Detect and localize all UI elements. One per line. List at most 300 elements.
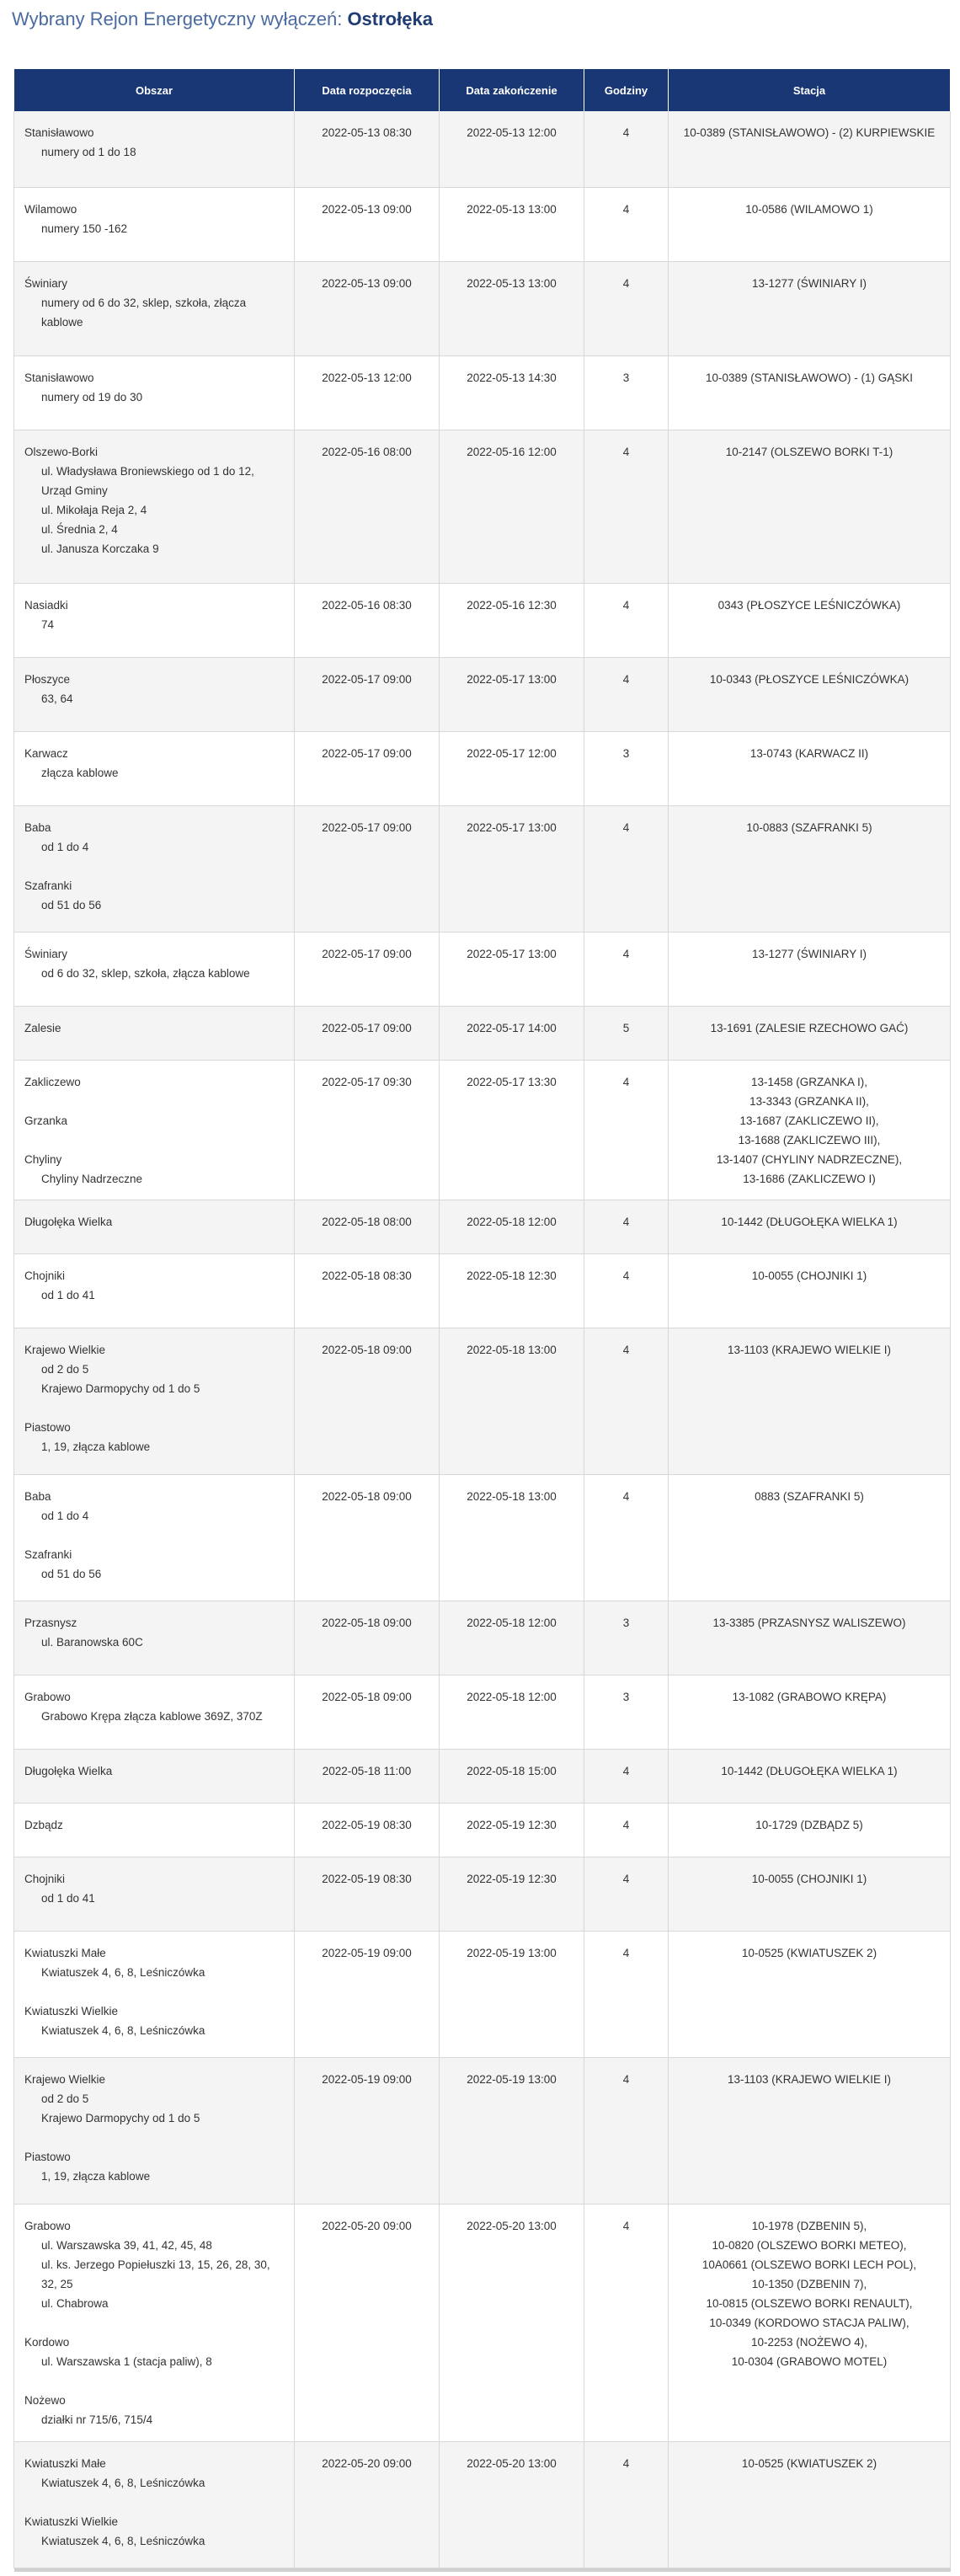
cell-station bbox=[669, 1253, 951, 1328]
cell-area bbox=[14, 1601, 295, 1675]
cell-area bbox=[14, 111, 295, 187]
table-row bbox=[14, 187, 951, 261]
area-name: Szafranki bbox=[24, 1547, 72, 1561]
station-name: 13-1277 (ŚWINIARY I) bbox=[751, 276, 867, 290]
area-name: Karwacz bbox=[24, 746, 68, 760]
area-detail: ul. Baranowska 60C bbox=[41, 1635, 143, 1649]
area-group bbox=[24, 2216, 284, 2313]
cell-end-date: 2022-05-18 13:00 bbox=[440, 1474, 584, 1601]
area-name: Piastowo bbox=[24, 1420, 71, 1434]
cell-start-date: 2022-05-17 09:00 bbox=[295, 932, 440, 1006]
station-name: 13-1082 (GRABOWO KRĘPA) bbox=[732, 1690, 887, 1703]
area-name: Kwiatuszki Wielkie bbox=[24, 2515, 119, 2528]
station-name: 13-1691 (ZALESIE RZECHOWO GAĆ) bbox=[710, 1021, 909, 1034]
cell-hours: 3 bbox=[584, 355, 669, 430]
cell-area bbox=[14, 1749, 295, 1803]
area-group bbox=[24, 2454, 284, 2493]
cell-hours: 4 bbox=[584, 583, 669, 657]
cell-area bbox=[14, 430, 295, 583]
area-detail: ul. Chabrowa bbox=[41, 2296, 109, 2310]
cell-station bbox=[669, 1474, 951, 1601]
cell-hours: 4 bbox=[584, 1060, 669, 1200]
station-name: 10-0389 (STANISŁAWOWO) - (1) GĄSKI bbox=[705, 371, 914, 384]
station-name: 10-0815 (OLSZEWO BORKI RENAULT), bbox=[706, 2296, 913, 2310]
area-detail: ul. ks. Jerzego Popiełuszki 13, 15, 26, 28, 30, 32, 25 bbox=[41, 2258, 270, 2290]
cell-start-date: 2022-05-17 09:30 bbox=[295, 1060, 440, 1200]
area-detail: numery od 1 do 18 bbox=[41, 146, 136, 158]
area-name: Płoszyce bbox=[24, 672, 71, 686]
column-header-end[interactable]: Data zakończenie bbox=[440, 69, 584, 111]
cell-hours: 4 bbox=[584, 1253, 669, 1328]
station-name: 0883 (SZAFRANKI 5) bbox=[755, 1489, 864, 1503]
area-group bbox=[24, 744, 284, 783]
cell-end-date: 2022-05-19 12:30 bbox=[440, 1803, 584, 1857]
station-name: 10-1978 (DZBENIN 5), bbox=[751, 2219, 867, 2232]
cell-end-date: 2022-05-19 13:00 bbox=[440, 1931, 584, 2057]
table-row bbox=[14, 1749, 951, 1803]
cell-station bbox=[669, 1006, 951, 1060]
cell-area bbox=[14, 932, 295, 1006]
station-name: 13-1277 (ŚWINIARY I) bbox=[751, 947, 867, 960]
cell-area bbox=[14, 731, 295, 805]
area-detail: numery od 19 do 30 bbox=[41, 390, 143, 404]
cell-station bbox=[669, 111, 951, 187]
area-name: Krajewo Wielkie bbox=[24, 2072, 106, 2086]
cell-area bbox=[14, 1006, 295, 1060]
area-name: Chyliny bbox=[24, 1152, 62, 1166]
cell-station bbox=[669, 261, 951, 355]
station-name: 10-0883 (SZAFRANKI 5) bbox=[746, 820, 872, 834]
table-row bbox=[14, 1253, 951, 1328]
cell-hours: 4 bbox=[584, 1857, 669, 1931]
cell-end-date: 2022-05-19 13:00 bbox=[440, 2057, 584, 2204]
area-detail: 1, 19, złącza kablowe bbox=[41, 1440, 151, 1453]
area-group bbox=[24, 1266, 284, 1305]
area-group bbox=[24, 2001, 284, 2040]
cell-end-date: 2022-05-17 12:00 bbox=[440, 731, 584, 805]
area-detail: Kwiatuszek 4, 6, 8, Leśniczówka bbox=[41, 2476, 205, 2489]
cell-hours: 4 bbox=[584, 932, 669, 1006]
cell-start-date: 2022-05-13 09:00 bbox=[295, 261, 440, 355]
cell-station bbox=[669, 355, 951, 430]
cell-hours: 4 bbox=[584, 1200, 669, 1253]
station-name: 10-0349 (KORDOWO STACJA PALIW), bbox=[709, 2316, 909, 2329]
cell-end-date: 2022-05-13 13:00 bbox=[440, 261, 584, 355]
area-detail: od 1 do 41 bbox=[41, 1891, 95, 1905]
area-group bbox=[24, 442, 284, 558]
area-name: Świniary bbox=[24, 947, 68, 960]
cell-station bbox=[669, 932, 951, 1006]
table-header bbox=[14, 69, 951, 111]
area-detail: ul. Janusza Korczaka 9 bbox=[41, 542, 159, 555]
station-name: 13-3343 (GRZANKA II), bbox=[749, 1094, 869, 1108]
cell-end-date: 2022-05-17 14:00 bbox=[440, 1006, 584, 1060]
table-row bbox=[14, 1675, 951, 1749]
area-detail: 63, 64 bbox=[41, 692, 73, 705]
area-group bbox=[24, 670, 284, 708]
cell-hours: 4 bbox=[584, 1474, 669, 1601]
station-name: 0343 (PŁOSZYCE LEŚNICZÓWKA) bbox=[717, 598, 901, 612]
area-detail: od 1 do 4 bbox=[41, 1509, 89, 1522]
cell-end-date: 2022-05-17 13:30 bbox=[440, 1060, 584, 1200]
area-name: Przasnysz bbox=[24, 1616, 77, 1629]
cell-area bbox=[14, 2204, 295, 2441]
area-group bbox=[24, 200, 284, 238]
area-group bbox=[24, 876, 284, 915]
cell-area bbox=[14, 2057, 295, 2204]
cell-station bbox=[669, 430, 951, 583]
cell-start-date: 2022-05-16 08:30 bbox=[295, 583, 440, 657]
table-row bbox=[14, 1328, 951, 1474]
area-group bbox=[24, 368, 284, 407]
station-name: 10-0304 (GRABOWO MOTEL) bbox=[731, 2354, 888, 2368]
area-group bbox=[24, 1212, 284, 1232]
cell-end-date: 2022-05-18 15:00 bbox=[440, 1749, 584, 1803]
area-name: Baba bbox=[24, 820, 51, 834]
area-detail: od 51 do 56 bbox=[41, 1567, 102, 1580]
area-name: Stanisławowo bbox=[24, 126, 94, 139]
table-row bbox=[14, 583, 951, 657]
station-name: 13-3385 (PRZASNYSZ WALISZEWO) bbox=[712, 1616, 906, 1629]
cell-area bbox=[14, 1200, 295, 1253]
table-row bbox=[14, 932, 951, 1006]
cell-end-date: 2022-05-13 13:00 bbox=[440, 187, 584, 261]
cell-start-date: 2022-05-16 08:00 bbox=[295, 430, 440, 583]
area-name: Długołęka Wielka bbox=[24, 1764, 113, 1777]
cell-end-date: 2022-05-18 12:00 bbox=[440, 1601, 584, 1675]
cell-start-date: 2022-05-18 09:00 bbox=[295, 1675, 440, 1749]
cell-end-date: 2022-05-20 13:00 bbox=[440, 2441, 584, 2568]
cell-start-date: 2022-05-17 09:00 bbox=[295, 1006, 440, 1060]
cell-area bbox=[14, 2441, 295, 2568]
area-group bbox=[24, 1072, 284, 1092]
station-name: 13-1103 (KRAJEWO WIELKIE I) bbox=[727, 1343, 892, 1356]
area-name: Stanisławowo bbox=[24, 371, 94, 384]
page-title-prefix: Wybrany Rejon Energetyczny wyłączeń: bbox=[12, 8, 343, 29]
station-name: 13-1407 (CHYLINY NADRZECZNE), bbox=[716, 1152, 903, 1166]
area-detail: Kwiatuszek 4, 6, 8, Leśniczówka bbox=[41, 2023, 205, 2037]
station-name: 10-1350 (DZBENIN 7), bbox=[751, 2277, 867, 2290]
cell-area bbox=[14, 1931, 295, 2057]
station-name: 13-1458 (GRZANKA I), bbox=[750, 1075, 868, 1088]
area-detail: ul. Warszawska 39, 41, 42, 45, 48 bbox=[41, 2238, 212, 2252]
area-detail: ul. Warszawska 1 (stacja paliw), 8 bbox=[41, 2354, 212, 2368]
cell-start-date: 2022-05-18 08:30 bbox=[295, 1253, 440, 1328]
station-name: 10A0661 (OLSZEWO BORKI LECH POL), bbox=[701, 2258, 917, 2271]
cell-start-date: 2022-05-18 09:00 bbox=[295, 1328, 440, 1474]
region-name: Ostrołęka bbox=[347, 8, 433, 29]
area-detail: 1, 19, złącza kablowe bbox=[41, 2169, 151, 2183]
area-detail: 74 bbox=[41, 617, 55, 631]
cell-end-date: 2022-05-17 13:00 bbox=[440, 932, 584, 1006]
area-group bbox=[24, 1018, 284, 1038]
area-name: Chojniki bbox=[24, 1269, 66, 1282]
area-name: Nasiadki bbox=[24, 598, 68, 612]
cell-station bbox=[669, 805, 951, 932]
cell-end-date: 2022-05-17 13:00 bbox=[440, 805, 584, 932]
cell-end-date: 2022-05-18 12:00 bbox=[440, 1200, 584, 1253]
area-detail: numery 150 -162 bbox=[41, 222, 128, 235]
cell-hours: 3 bbox=[584, 1601, 669, 1675]
page-title bbox=[12, 8, 433, 30]
area-detail: Chyliny Nadrzeczne bbox=[41, 1172, 143, 1185]
station-name: 10-2147 (OLSZEWO BORKI T-1) bbox=[725, 445, 893, 458]
cell-end-date: 2022-05-17 13:00 bbox=[440, 657, 584, 731]
cell-hours: 4 bbox=[584, 805, 669, 932]
cell-station bbox=[669, 1675, 951, 1749]
area-detail: Krajewo Darmopychy od 1 do 5 bbox=[41, 1382, 200, 1395]
cell-area bbox=[14, 1675, 295, 1749]
area-detail: złącza kablowe bbox=[41, 766, 119, 779]
area-group bbox=[24, 1815, 284, 1835]
cell-hours: 4 bbox=[584, 2204, 669, 2441]
area-group bbox=[24, 1487, 284, 1526]
station-name: 13-1103 (KRAJEWO WIELKIE I) bbox=[727, 2072, 892, 2086]
area-name: Grabowo bbox=[24, 2219, 71, 2232]
area-detail: od 2 do 5 bbox=[41, 1362, 89, 1376]
cell-end-date: 2022-05-18 12:30 bbox=[440, 1253, 584, 1328]
table-row bbox=[14, 657, 951, 731]
cell-end-date: 2022-05-19 12:30 bbox=[440, 1857, 584, 1931]
cell-area bbox=[14, 1857, 295, 1931]
cell-start-date: 2022-05-19 08:30 bbox=[295, 1857, 440, 1931]
table-row bbox=[14, 1931, 951, 2057]
cell-station bbox=[669, 1601, 951, 1675]
cell-area bbox=[14, 1803, 295, 1857]
cell-hours: 4 bbox=[584, 1749, 669, 1803]
cell-station bbox=[669, 1328, 951, 1474]
cell-station bbox=[669, 1931, 951, 2057]
area-group bbox=[24, 2147, 284, 2186]
area-name: Piastowo bbox=[24, 2150, 71, 2163]
table-row bbox=[14, 111, 951, 187]
cell-hours: 4 bbox=[584, 1931, 669, 2057]
area-group bbox=[24, 123, 284, 162]
cell-station bbox=[669, 731, 951, 805]
table-row bbox=[14, 1803, 951, 1857]
table-row bbox=[14, 355, 951, 430]
area-group bbox=[24, 1150, 284, 1189]
station-name: 13-1688 (ZAKLICZEWO III), bbox=[738, 1133, 881, 1146]
area-group bbox=[24, 944, 284, 983]
cell-hours: 4 bbox=[584, 1328, 669, 1474]
area-group bbox=[24, 274, 284, 332]
area-group bbox=[24, 1613, 284, 1652]
area-group bbox=[24, 1545, 284, 1584]
cell-hours: 4 bbox=[584, 2441, 669, 2568]
area-name: Kwiatuszki Małe bbox=[24, 1946, 106, 1959]
cell-start-date: 2022-05-18 11:00 bbox=[295, 1749, 440, 1803]
column-header-station[interactable]: Stacja bbox=[669, 69, 951, 111]
cell-start-date: 2022-05-13 09:00 bbox=[295, 187, 440, 261]
cell-hours: 4 bbox=[584, 657, 669, 731]
area-group bbox=[24, 1340, 284, 1398]
area-detail: od 1 do 4 bbox=[41, 840, 89, 853]
station-name: 10-1442 (DŁUGOŁĘKA WIELKA 1) bbox=[721, 1764, 898, 1777]
area-name: Zakliczewo bbox=[24, 1075, 81, 1088]
station-name: 10-0525 (KWIATUSZEK 2) bbox=[741, 2456, 877, 2470]
outage-table bbox=[13, 69, 951, 2572]
area-detail: od 51 do 56 bbox=[41, 898, 102, 911]
cell-start-date: 2022-05-19 09:00 bbox=[295, 1931, 440, 2057]
cell-hours: 3 bbox=[584, 731, 669, 805]
column-header-hours[interactable]: Godziny bbox=[584, 69, 669, 111]
cell-end-date: 2022-05-13 12:00 bbox=[440, 111, 584, 187]
cell-area bbox=[14, 355, 295, 430]
table-row bbox=[14, 731, 951, 805]
cell-start-date: 2022-05-19 08:30 bbox=[295, 1803, 440, 1857]
table-row bbox=[14, 1200, 951, 1253]
station-name: 10-0389 (STANISŁAWOWO) - (2) KURPIEWSKIE bbox=[683, 126, 936, 139]
column-header-area[interactable]: Obszar bbox=[14, 69, 295, 111]
area-detail: Kwiatuszek 4, 6, 8, Leśniczówka bbox=[41, 2534, 205, 2547]
station-name: 10-2253 (NOŻEWO 4), bbox=[750, 2335, 868, 2349]
area-name: Świniary bbox=[24, 276, 68, 290]
area-name: Grabowo bbox=[24, 1690, 71, 1703]
station-name: 10-0525 (KWIATUSZEK 2) bbox=[741, 1946, 877, 1959]
cell-area bbox=[14, 187, 295, 261]
area-detail: Krajewo Darmopychy od 1 do 5 bbox=[41, 2111, 200, 2124]
cell-start-date: 2022-05-17 09:00 bbox=[295, 805, 440, 932]
area-group bbox=[24, 818, 284, 857]
cell-area bbox=[14, 583, 295, 657]
cell-end-date: 2022-05-16 12:30 bbox=[440, 583, 584, 657]
table-body bbox=[14, 111, 951, 2568]
cell-hours: 4 bbox=[584, 111, 669, 187]
cell-hours: 3 bbox=[584, 1675, 669, 1749]
area-group bbox=[24, 2391, 284, 2429]
cell-station bbox=[669, 2057, 951, 2204]
cell-station bbox=[669, 2441, 951, 2568]
cell-area bbox=[14, 1060, 295, 1200]
cell-station bbox=[669, 2204, 951, 2441]
area-name: Kordowo bbox=[24, 2335, 70, 2349]
cell-station bbox=[669, 187, 951, 261]
area-detail: działki nr 715/6, 715/4 bbox=[41, 2413, 153, 2426]
cell-station bbox=[669, 1803, 951, 1857]
station-name: 10-0055 (CHOJNIKI 1) bbox=[751, 1872, 867, 1885]
cell-start-date: 2022-05-20 09:00 bbox=[295, 2441, 440, 2568]
area-group bbox=[24, 1869, 284, 1908]
area-detail: od 1 do 41 bbox=[41, 1288, 95, 1301]
table-row bbox=[14, 1857, 951, 1931]
station-name: 10-0820 (OLSZEWO BORKI METEO), bbox=[712, 2238, 907, 2252]
station-name: 13-1686 (ZAKLICZEWO I) bbox=[743, 1172, 876, 1185]
area-detail: ul. Średnia 2, 4 bbox=[41, 522, 118, 536]
cell-area bbox=[14, 1474, 295, 1601]
cell-end-date: 2022-05-18 13:00 bbox=[440, 1328, 584, 1474]
station-name: 10-0343 (PŁOSZYCE LEŚNICZÓWKA) bbox=[709, 672, 909, 686]
cell-hours: 4 bbox=[584, 2057, 669, 2204]
cell-end-date: 2022-05-16 12:00 bbox=[440, 430, 584, 583]
table-row bbox=[14, 1060, 951, 1200]
cell-start-date: 2022-05-18 09:00 bbox=[295, 1601, 440, 1675]
cell-start-date: 2022-05-20 09:00 bbox=[295, 2204, 440, 2441]
table-row bbox=[14, 1006, 951, 1060]
station-name: 10-1729 (DZBĄDZ 5) bbox=[755, 1818, 863, 1831]
area-name: Krajewo Wielkie bbox=[24, 1343, 106, 1356]
cell-hours: 5 bbox=[584, 1006, 669, 1060]
area-name: Kwiatuszki Wielkie bbox=[24, 2004, 119, 2018]
area-detail: od 2 do 5 bbox=[41, 2092, 89, 2105]
cell-hours: 4 bbox=[584, 261, 669, 355]
cell-end-date: 2022-05-18 12:00 bbox=[440, 1675, 584, 1749]
area-name: Szafranki bbox=[24, 879, 72, 892]
cell-area bbox=[14, 805, 295, 932]
table-row bbox=[14, 805, 951, 932]
cell-start-date: 2022-05-18 08:00 bbox=[295, 1200, 440, 1253]
area-name: Grzanka bbox=[24, 1114, 68, 1127]
table-row bbox=[14, 2204, 951, 2441]
area-group bbox=[24, 596, 284, 634]
area-detail: Kwiatuszek 4, 6, 8, Leśniczówka bbox=[41, 1965, 205, 1979]
area-detail: od 6 do 32, sklep, szkoła, złącza kablowe bbox=[41, 966, 250, 980]
cell-area bbox=[14, 261, 295, 355]
area-name: Kwiatuszki Małe bbox=[24, 2456, 106, 2470]
cell-area bbox=[14, 1253, 295, 1328]
area-detail: ul. Mikołaja Reja 2, 4 bbox=[41, 503, 147, 516]
area-group bbox=[24, 2512, 284, 2551]
cell-station bbox=[669, 657, 951, 731]
cell-station bbox=[669, 1749, 951, 1803]
area-group bbox=[24, 1418, 284, 1456]
cell-start-date: 2022-05-17 09:00 bbox=[295, 731, 440, 805]
area-group bbox=[24, 2333, 284, 2371]
area-group bbox=[24, 1943, 284, 1982]
cell-hours: 4 bbox=[584, 1803, 669, 1857]
cell-start-date: 2022-05-13 12:00 bbox=[295, 355, 440, 430]
area-group bbox=[24, 2070, 284, 2128]
cell-hours: 4 bbox=[584, 187, 669, 261]
area-detail: Grabowo Krępa złącza kablowe 369Z, 370Z bbox=[41, 1709, 263, 1723]
area-name: Długołęka Wielka bbox=[24, 1215, 113, 1228]
area-name: Nożewo bbox=[24, 2393, 66, 2407]
area-group bbox=[24, 1761, 284, 1781]
cell-start-date: 2022-05-13 08:30 bbox=[295, 111, 440, 187]
area-name: Baba bbox=[24, 1489, 51, 1503]
column-header-start[interactable]: Data rozpoczęcia bbox=[295, 69, 440, 111]
table-row bbox=[14, 261, 951, 355]
area-name: Dzbądz bbox=[24, 1818, 63, 1831]
cell-start-date: 2022-05-19 09:00 bbox=[295, 2057, 440, 2204]
area-detail: numery od 6 do 32, sklep, szkoła, złącza kablowe bbox=[41, 296, 247, 329]
cell-station bbox=[669, 583, 951, 657]
area-name: Chojniki bbox=[24, 1872, 66, 1885]
cell-station bbox=[669, 1857, 951, 1931]
table-row bbox=[14, 2441, 951, 2568]
cell-start-date: 2022-05-17 09:00 bbox=[295, 657, 440, 731]
table-row bbox=[14, 1474, 951, 1601]
table-row bbox=[14, 1601, 951, 1675]
cell-area bbox=[14, 1328, 295, 1474]
area-group bbox=[24, 1111, 284, 1130]
station-name: 10-0586 (WILAMOWO 1) bbox=[745, 202, 873, 216]
table-row bbox=[14, 2057, 951, 2204]
cell-end-date: 2022-05-13 14:30 bbox=[440, 355, 584, 430]
table-footer-line bbox=[14, 2568, 951, 2572]
cell-station bbox=[669, 1200, 951, 1253]
area-name: Zalesie bbox=[24, 1021, 61, 1034]
cell-start-date: 2022-05-18 09:00 bbox=[295, 1474, 440, 1601]
area-detail: ul. Władysława Broniewskiego od 1 do 12, Urząd Gminy bbox=[41, 464, 254, 497]
station-name: 10-1442 (DŁUGOŁĘKA WIELKA 1) bbox=[721, 1215, 898, 1228]
area-group bbox=[24, 1687, 284, 1726]
station-name: 13-1687 (ZAKLICZEWO II), bbox=[739, 1114, 879, 1127]
cell-end-date: 2022-05-20 13:00 bbox=[440, 2204, 584, 2441]
station-name: 13-0743 (KARWACZ II) bbox=[749, 746, 869, 760]
cell-area bbox=[14, 657, 295, 731]
area-name: Wilamowo bbox=[24, 202, 77, 216]
